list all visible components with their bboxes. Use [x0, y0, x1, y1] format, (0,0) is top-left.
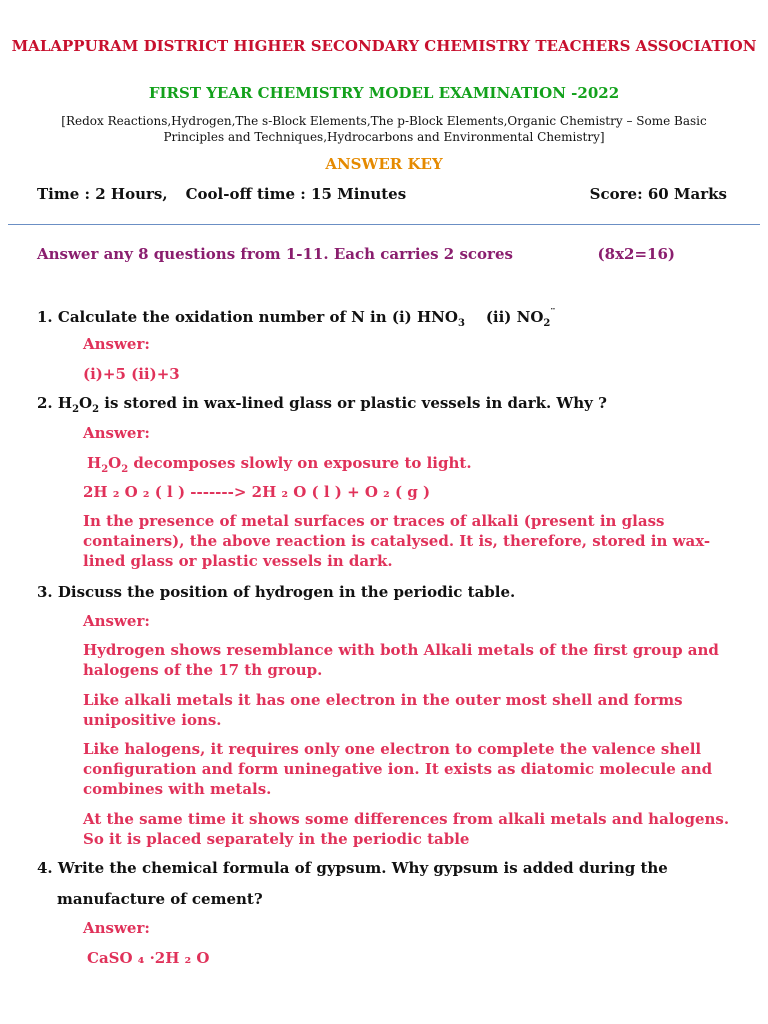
q1-answer: (i)+5 (ii)+3	[83, 365, 180, 383]
cool-off-time: Cool-off time : 15 Minutes	[185, 185, 407, 203]
question-2	[37, 393, 737, 420]
q4-formula: CaSO ₄ ·2H ₂ O	[87, 949, 210, 967]
q2-a1-post: decomposes slowly on exposure to light.	[128, 454, 472, 472]
question-3: 3. Discuss the position of hydrogen in the periodic table.	[37, 583, 516, 601]
time-duration: Time : 2 Hours,	[37, 185, 168, 203]
q1-sup: ¨	[550, 308, 556, 319]
instruction-text: Answer any 8 questions from 1-11. Each carries 2 scores	[37, 245, 513, 263]
q2-a1-mid: O	[108, 454, 122, 472]
exam-title: FIRST YEAR CHEMISTRY MODEL EXAMINATION -2022	[148, 84, 620, 102]
q1-sub-3: 3	[457, 318, 465, 329]
q2-text-pre: 2. H	[37, 394, 73, 412]
q3-answer-label: Answer:	[83, 612, 150, 630]
q1-part-2: (ii) NO	[485, 308, 544, 326]
question-1	[37, 304, 737, 334]
question-4-line-1: 4. Write the chemical formula of gypsum. Why gypsum is added during the	[37, 859, 668, 877]
q2-answer-label: Answer:	[83, 424, 150, 442]
answer-key-heading: ANSWER KEY	[325, 155, 443, 173]
q4-answer-label: Answer:	[83, 919, 150, 937]
section-marks: (8x2=16)	[597, 245, 675, 263]
header-divider	[8, 224, 760, 225]
q2-sub-1: 2	[72, 404, 80, 415]
q2-text-mid: O	[79, 394, 93, 412]
section-instruction	[37, 245, 727, 263]
q3-paragraph-2: Like alkali metals it has one electron in the outer most shell and forms unipositive ions.	[83, 691, 683, 729]
syllabus-topics: [Redox Reactions,Hydrogen,The s-Block Elements,The p-Block Elements,Organic Chemistry – Some Basic Principles and Techniques,Hydrocarbons and Environmental Chemistry]	[61, 114, 707, 144]
q1-answer-label: Answer:	[83, 335, 150, 353]
q2-answer-paragraph: In the presence of metal surfaces or traces of alkali (present in glass containers), the above reaction is catalysed. It is, therefore, stored in wax-lined glass or plastic vessels in dark.	[83, 512, 711, 570]
time-info	[37, 185, 424, 203]
q3-paragraph-1: Hydrogen shows resemblance with both Alkali metals of the first group and halogens of the 17 th group.	[83, 641, 719, 679]
q2-text-post: is stored in wax-lined glass or plastic vessels in dark. Why ?	[99, 394, 607, 412]
q3-paragraph-3: Like halogens, it requires only one electron to complete the valence shell configuration and form uninegative ion. It exists as diatomic molecule and combines with metals.	[83, 740, 713, 798]
q1-sub-2: 2	[543, 318, 551, 329]
q1-text: 1. Calculate the oxidation number of N in (i) HNO	[37, 308, 458, 326]
total-score: Score: 60 Marks	[589, 185, 727, 203]
association-title: MALAPPURAM DISTRICT HIGHER SECONDARY CHEMISTRY TEACHERS ASSOCIATION	[11, 37, 757, 55]
exam-info-row	[37, 185, 727, 203]
q2-answer-line-1	[87, 453, 747, 480]
q2-a1-sub-2: 2	[121, 464, 129, 475]
q2-a1-pre: H	[87, 454, 102, 472]
q2-sub-2: 2	[92, 404, 100, 415]
q2-a1-sub-1: 2	[101, 464, 109, 475]
q2-equation: 2H ₂ O ₂ ( l ) -------> 2H ₂ O ( l ) + O ₂ ( g )	[83, 483, 431, 501]
q3-paragraph-4: At the same time it shows some differences from alkali metals and halogens. So it is placed separately in the periodic table	[83, 810, 730, 848]
question-4-line-2: manufacture of cement?	[57, 890, 263, 908]
